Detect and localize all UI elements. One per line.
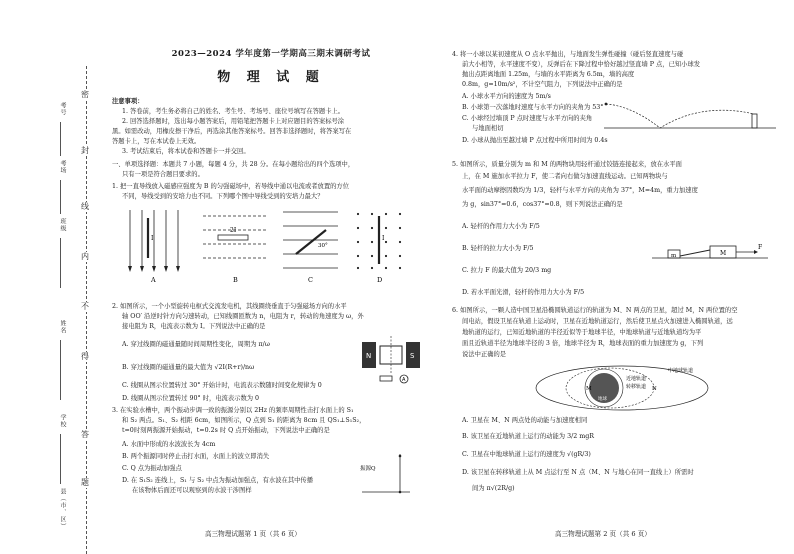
q4-option-c-cont: 与地面相切 xyxy=(472,125,504,132)
q5-option-d: D. 若水平面光滑，轻杆的作用力大小为 F/5 xyxy=(462,289,585,296)
q5-blocks-figure xyxy=(650,238,770,262)
q1-fig-c-angle: 30° xyxy=(318,243,328,249)
q6-label-earth: 地球 xyxy=(598,397,607,402)
q1-label-c: C xyxy=(308,276,313,284)
seal-word-3: 线 xyxy=(81,202,89,211)
seal-word-5: 不 xyxy=(81,302,89,311)
svg-text:A: A xyxy=(402,377,406,383)
q6-label-mid-orbit: 中地球轨道 xyxy=(668,368,694,374)
q1-fig-d xyxy=(357,213,401,269)
field-name-line xyxy=(60,340,61,400)
q2-option-a: A. 穿过线圈的磁通量随时间周期性变化，周期为 π/ω xyxy=(122,341,270,348)
q3-line3: t=0时刻两振源开始振动，t=0.2s 时 Q 点开始振动，下列说法中正确的是 xyxy=(122,427,330,434)
section1-line1: 一、单项选择题：本题共 7 小题，每题 4 分，共 28 分。在每小题给出的四个选项中， xyxy=(112,161,355,168)
q1-fig-b-current: 2I xyxy=(230,227,237,234)
field-exam-number-label: 考号 xyxy=(59,102,66,116)
q5-line4: 为 g，sin37°=0.6，cos37°=0.8，则下列说法正确的是 xyxy=(462,201,623,208)
q1-label-a: A xyxy=(151,276,156,284)
q5-label-big-m: M xyxy=(720,250,727,257)
q1-label-d: D xyxy=(377,276,383,284)
q2-option-c: C. 线圈从图示位置转过 30° 开始计时，电流表示数随时间变化规律为 0 xyxy=(122,382,322,389)
q4-trajectory-figure xyxy=(602,100,778,134)
footer-page-1: 高三物理试题第 1 页（共 6 页） xyxy=(205,530,301,538)
footer-page-2: 高三物理试题第 2 页（共 6 页） xyxy=(555,530,651,538)
q6-orbit-figure xyxy=(530,360,720,414)
svg-text:N: N xyxy=(366,352,372,360)
field-exam-room-line xyxy=(60,180,61,214)
notice-item-2-cont2: 答题卡上，写在本试卷上无效。 xyxy=(112,138,201,145)
q5-label-m: m xyxy=(671,253,677,259)
q1-label-b: B xyxy=(233,276,238,284)
q1-fig-d-current: I xyxy=(382,235,385,242)
q3-fig-label: 振源Q xyxy=(360,466,376,472)
q5-option-b: B. 轻杆的拉力大小为 F/5 xyxy=(462,245,534,252)
q4-line3: 抛出点距离地面 1.25m，与墙的水平距离为 6.5m，墙的高度 xyxy=(462,71,635,78)
q4-line1: 4. 将一小球以某初速度从 O 点水平抛出，与地面发生弹性碰撞（碰后竖直速度与碰 xyxy=(452,51,684,58)
q1-fig-c xyxy=(283,212,338,268)
q6-label-near-orbit: 近地轨道 xyxy=(626,376,647,382)
q4-line2: 前大小相等，水平速度不变），反弹后在下降过程中恰好越过竖直墙 P 点，已知小球发 xyxy=(462,61,701,68)
q3-option-d-cont: 在该物体后面还可以观察到的水波干涉图样 xyxy=(132,487,252,494)
q5-line1: 5. 如图所示，质量分别为 m 和 M 的两物块用轻杆通过铰链连接起来，放在水平面 xyxy=(452,161,682,168)
q6-option-d-cont: 间为 π√(2R/g) xyxy=(472,485,515,492)
q6-line1: 6. 如图所示，一颗人造中国卫星沿椭圆轨道运行的轨道为 M、N 两点的卫星，超过 M，N 两位置的空 xyxy=(452,307,738,314)
q3-wave-figure xyxy=(358,450,414,498)
q6-option-c: C. 卫星在中地球轨道上运行的速度为 √(gR/3) xyxy=(462,451,591,458)
field-class-line xyxy=(60,238,61,288)
q6-label-n: N xyxy=(652,386,657,392)
q1-fig-a-current: I xyxy=(151,235,154,242)
q2-line2: 轴 OO′ 沿逆时针方向匀速转动，已知线圈匝数为 n，电阻为 r，转动的角速度为 ω，外 xyxy=(122,313,364,320)
notice-item-1: 1. 答卷前，考生务必将自己的姓名、考生号、考场号、座位号填写在答题卡上。 xyxy=(122,108,345,115)
q6-option-b: B. 该卫星在近地轨道上运行的动能为 3/2 mgR xyxy=(462,433,594,440)
exam-year-title: 2023—2024 学年度第一学期高三期末调研考试 xyxy=(171,49,371,59)
q5-line3: 水平面的动摩擦因数均为 1/3，轻杆与水平方向的夹角为 37°，M=4m，重力加速度 xyxy=(462,187,698,194)
q1-fig-b xyxy=(203,216,268,258)
q5-option-a: A. 轻杆的作用力大小为 F/5 xyxy=(462,223,540,230)
q1-line1: 1. 把一直导线放入磁感应强度为 B 的匀强磁场中，若导线中通以电流或者放置的方位 xyxy=(112,183,350,190)
q6-option-a: A. 卫星在 M、N 两点处的动能与加速度相同 xyxy=(462,417,588,424)
seal-word-1: 密 xyxy=(81,90,89,99)
q3-line2: 和 S₂ 两点。S₁、S₂ 相距 6cm，如图所示，Q 点到 S₁ 的距离为 8cm 且 QS₁⊥S₁S₂， xyxy=(122,417,366,424)
q6-option-d: D. 该卫星在转移轨道上从 M 点运行至 N 点（M、N 与地心在同一直线上）所需时 xyxy=(462,469,694,476)
field-school-label: 学校 xyxy=(59,414,66,428)
q3-option-c: C. Q 点为振动加强点 xyxy=(122,465,182,472)
seal-word-4: 内 xyxy=(81,252,89,261)
q4-option-c: C. 小球经过墙顶 P 点时速度与水平方向的夹角 xyxy=(462,115,593,122)
seal-word-2: 封 xyxy=(81,146,89,155)
q4-option-a: A. 小球水平方向的速度为 5m/s xyxy=(462,93,551,100)
q6-label-m: M xyxy=(586,386,592,392)
field-exam-room-label: 考场 xyxy=(59,160,66,174)
q1-figure xyxy=(118,202,418,284)
q2-line3: 接电阻为 R，电流表示数为 I。下列说法中正确的是 xyxy=(122,323,266,330)
notice-heading: 注意事项： xyxy=(112,98,144,105)
q6-line4: 面且近轨道半径为地球半径的 3 倍，地球半径为 R，地球表面的重力加速度为 g，下列 xyxy=(462,340,704,347)
field-exam-number-line xyxy=(60,122,61,156)
q2-line1: 2. 如图所示，一个小型旋转电枢式交流发电机，其线圈绕垂直于匀强磁场方向的水平 xyxy=(112,303,347,310)
q6-label-transfer-orbit: 转移轨道 xyxy=(626,384,647,390)
q1-fig-a xyxy=(128,210,180,272)
q3-line1: 3. 在实验水槽中，两个振动步调一致的振源分别以 2Hz 的频率周期性击打水面上的 S₁ xyxy=(112,407,354,414)
q4-line4: 0.8m，g=10m/s²，不计空气阻力，下列说法中正确的是 xyxy=(462,81,623,88)
notice-item-2-cont: 黑。如需改动，用橡皮擦干净后，再选涂其他答案标号。回答非选择题时，将答案写在 xyxy=(112,128,352,135)
q4-option-d: D. 小球从抛出至越过墙 P 点过程中所用时间为 0.4s xyxy=(462,137,608,144)
q6-line2: 间电站，假设卫星在轨道上运动时，卫星在近地轨道运行，然后使卫星点火加速进入椭圆轨道，远 xyxy=(462,318,733,325)
q1-line2: 不同，导线受到的安培力也不同。下列哪个图中导线受到的安培力最大？ xyxy=(122,193,324,200)
q2-generator-figure xyxy=(358,332,428,388)
q3-option-a: A. 水面中形成的水波波长为 4cm xyxy=(122,441,216,448)
q3-option-d: D. 在 S₁S₂ 连线上，S₁ 与 S₂ 中点为振动加强点，有水波在其中传播 xyxy=(122,477,314,484)
field-county-label: 县（市、区） xyxy=(59,488,66,530)
notice-item-2: 2. 回答选择题时，选出每小题答案后，用铅笔把答题卡上对应题目的答案标号涂 xyxy=(122,118,345,125)
field-class-label: 班级 xyxy=(59,218,66,232)
q5-label-f: F xyxy=(758,244,763,251)
seal-word-7: 答 xyxy=(81,430,89,439)
field-name-label: 姓名 xyxy=(59,320,66,334)
q5-line2: 上，在 M 施加水平拉力 F，使二者向右做匀加速直线运动。已知两物块与 xyxy=(462,173,668,180)
q2-option-b: B. 穿过线圈的磁通量的最大值为 √2I(R+r)/nω xyxy=(122,364,255,371)
seal-word-8: 题 xyxy=(81,478,89,487)
binding-margin xyxy=(0,30,92,530)
q6-line3: 地轨道的运行，已知近地轨道的半径近似等于地球半径，中地球轨道与近地轨道均为平 xyxy=(462,329,702,336)
q2-option-d: D. 线圈从图示位置转过 90° 时，电流表示数为 0 xyxy=(122,395,260,402)
q3-option-b: B. 两个振源同时停止击打水面，水面上的波立即消失 xyxy=(122,453,270,460)
q5-option-c: C. 拉力 F 的最大值为 20/3 mg xyxy=(462,267,552,274)
field-school-line xyxy=(60,434,61,484)
seal-word-6: 得 xyxy=(81,352,89,361)
exam-subject-title: 物 理 试 题 xyxy=(217,70,325,85)
svg-text:S: S xyxy=(410,352,415,360)
q4-option-b: B. 小球第一次落地时速度与水平方向的夹角为 53° xyxy=(462,104,604,111)
q6-line5: 说法中正确的是 xyxy=(462,351,507,358)
notice-item-3: 3. 考试结束后，将本试卷和答题卡一并交回。 xyxy=(122,148,250,155)
section1-line2: 只有一项是符合题目要求的。 xyxy=(122,171,204,178)
